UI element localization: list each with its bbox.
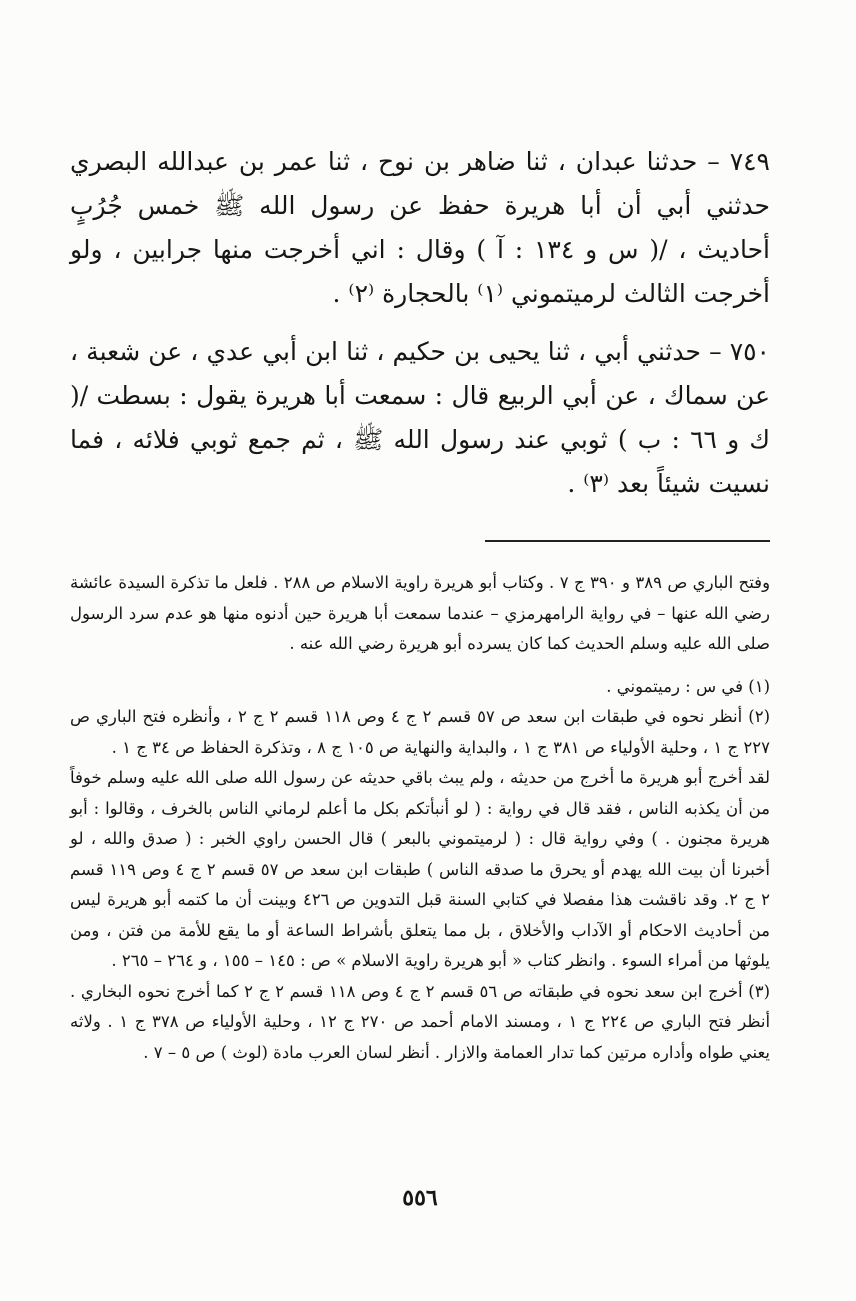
- hadith-number: ٧٥٠: [729, 337, 770, 366]
- hadith-text: – حدثنا عبدان ، ثنا ضاهر بن نوح ، ثنا عمر بن عبدالله البصري حدثني أبي أن أبا هريرة حفظ عن رسول الله ﷺ خمس جُرُبٍ أحاديث ، /( س و ١٣٤ : آ ) وقال : اني أخرجت منها جرابين ، ولو أخرجت الثالث لرميتموني ⁽١⁾ بالحجارة ⁽٢⁾ .: [70, 147, 771, 308]
- footnote-2-continuation: لقد أخرج أبو هريرة ما أخرج من حديثه ، ولم يبث باقي حديثه عن رسول الله صلى الله عليه وسلم خوفاً من أن يكذبه الناس ، فقد قال في رواية : ( لو أنبأتكم بكل ما أعلم لرماني الناس بالخرف ، وقالوا : أبو هريرة مجنون . ) وفي رواية قال : ( لرميتموني بالبعر ) قال الحسن راوي الخبر : ( صدق والله ، لو أخبرنا أن بيت الله يهدم أو يحرق ما صدقه الناس ) طبقات ابن سعد ص ٥٧ قسم ٢ ج ٤ وص ١١٩ قسم ٢ ج ٢. وقد ناقشت هذا مفصلا في كتابي السنة قبل التدوين ص ٤٢٦ وبينت أن ما كتمه أبو هريرة ليس من أحاديث الاحكام أو الآداب والأخلاق ، بل مما يتعلق بأشراط الساعة أو ما يقع للأمة من فتن ، ومن يلوثها من أمراء السوء . وانظر كتاب « أبو هريرة راوية الاسلام » ص : ١٤٥ – ١٥٥ ، و ٢٦٤ – ٢٦٥ .: [70, 768, 771, 970]
- footnotes: [70, 568, 770, 1068]
- footnote-divider: [485, 540, 770, 542]
- hadith-text: – حدثني أبي ، ثنا يحيى بن حكيم ، ثنا ابن أبي عدي ، عن شعبة ، عن سماك ، عن أبي الربيع قال : سمعت أبا هريرة يقول : بسطت /( ك و ٦٦ : ب ) ثوبي عند رسول الله ﷺ ، ثم جمع ثوبي فلائه ، فما نسيت شيئاً بعد ⁽٣⁾ .: [70, 337, 770, 498]
- footnote-3: (٣) أخرج ابن سعد نحوه في طبقاته ص ٥٦ قسم ٢ ج ٤ وص ١١٨ قسم ٢ ج ٢ كما أخرج نحوه البخاري . أنظر فتح الباري ص ٢٢٤ ج ١ ، ومسند الامام أحمد ص ٢٧٠ ج ١٢ ، وحلية الأولياء ص ٣٧٨ ج ١ . ولاثه يعني طواه وأداره مرتين كما تدار العمامة والازار . أنظر لسان العرب مادة (لوث ) ص ٥ – ٧ .: [70, 981, 771, 1062]
- hadith-750: [70, 330, 770, 506]
- footnote-continuation: وفتح الباري ص ٣٨٩ و ٣٩٠ ج ٧ . وكتاب أبو هريرة راوية الاسلام ص ٢٨٨ . فلعل ما تذكرة السيدة عائشة رضي الله عنها – في رواية الرامهرمزي – عندما سمعت أبا هريرة حين أدنوه منها هو عدم سرد الرسول صلى الله عليه وسلم الحديث كما كان يسرده أبو هريرة رضي الله عنه .: [70, 573, 771, 653]
- main-text: [70, 140, 770, 506]
- footnote-1: (١) في س : رميتموني .: [606, 676, 770, 696]
- page-number: ٥٥٦: [402, 1185, 438, 1211]
- footnote-2: (٢) أنظر نحوه في طبقات ابن سعد ص ٥٧ قسم ٢ ج ٤ وص ١١٨ قسم ٢ ج ٢ ، وأنظره فتح الباري ص ٢٢٧ ج ١ ، وحلية الأولياء ص ٣٨١ ج ١ ، والبداية والنهاية ص ١٠٥ ج ٨ ، وتذكرة الحفاظ ص ٣٤ ج ١ .: [70, 707, 771, 757]
- book-page: [70, 140, 770, 1240]
- hadith-749: [70, 140, 770, 316]
- hadith-number: ٧٤٩: [729, 147, 770, 176]
